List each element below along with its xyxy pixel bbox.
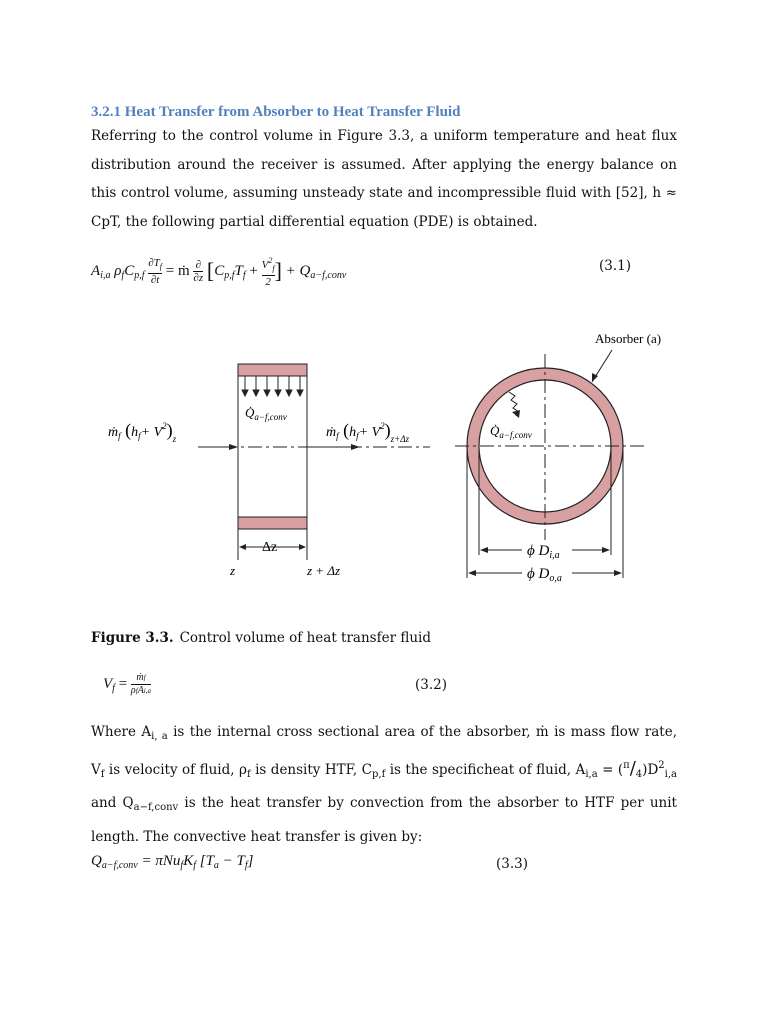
lower-wall [238,517,307,529]
absorber-label: Absorber (a) [595,331,662,346]
figure-caption [91,630,431,646]
outflow-label: ṁ$_f$ $(h_f+ V^2)_{z+\Delta z}$ [326,420,410,444]
heat-flux-arrows [242,376,303,396]
upper-wall [238,364,307,376]
equation-3-1-number: (3.1) [599,258,632,274]
paragraph-intro: Referring to the control volume in Figure 3.3, a uniform temperature and heat flux distribution around the receiver is assumed. After applying the energy balance on this control volume, assuming unsteady state and incompressible fluid with [52], h ≈ CpT, the following partial differential equation (PDE) is obtained. [91,128,677,230]
paragraph-definitions: Where $A_{i, a}$ is the internal cross sectional area of the absorber, ṁ is mass flow rate, $V_f$ is velocity of fluid, $\rho_f$ is density HTF, $C_{p,f}$ is the specificheat of fluid, $A_{i,a} = (^\pi/_4)D^2_{i,a}$ and $Q_{a-f,conv}$ is the heat transfer by convection from the absorber to HTF per unit length. The convective heat transfer is given by: [91,724,677,845]
q-label-right: $Q̇_{a-f,conv}$ [490,423,532,440]
outer-diameter-label: ϕ $D_{o,a}$ [527,566,562,584]
inflow-label: ṁ$_f$ $(h_f+ V^2)_z$ [108,420,177,444]
control-volume-figure [0,310,768,630]
equation-3-2: $V_f$ = ṁf ρfAi,a [103,672,151,696]
z-dz-label: z + Δz [307,563,341,578]
inner-diameter-label: ϕ $D_{i,a}$ [527,543,560,561]
dz-label: Δz [262,540,278,555]
equation-3-3-number: (3.3) [496,856,529,872]
z-label: z [230,563,236,578]
section-title: 3.2.1 Heat Transfer from Absorber to Heat Transfer Fluid [91,104,461,120]
q-label-left: $Q̇_{a-f,conv}$ [245,405,287,422]
figure-caption-text: Control volume of heat transfer fluid [179,630,431,646]
equation-3-2-number: (3.2) [415,677,448,693]
figure-caption-label: Figure 3.3. [91,630,174,646]
equation-3-3: $Q_{a-f,conv} = \pi Nu_fK_f$ $[T_a - T_f]$ [91,853,254,871]
equation-3-1: $A_{i,a}$ $\rho_fC_{p,f}$ $\frac{\partial T_f}{\partial t}$ = ṁ ∂ ∂z [$C_{p,f}T_f$ + $\frac{V^2_f}{2}$ ] + $Q_{a-f,conv}$ [91,256,347,288]
